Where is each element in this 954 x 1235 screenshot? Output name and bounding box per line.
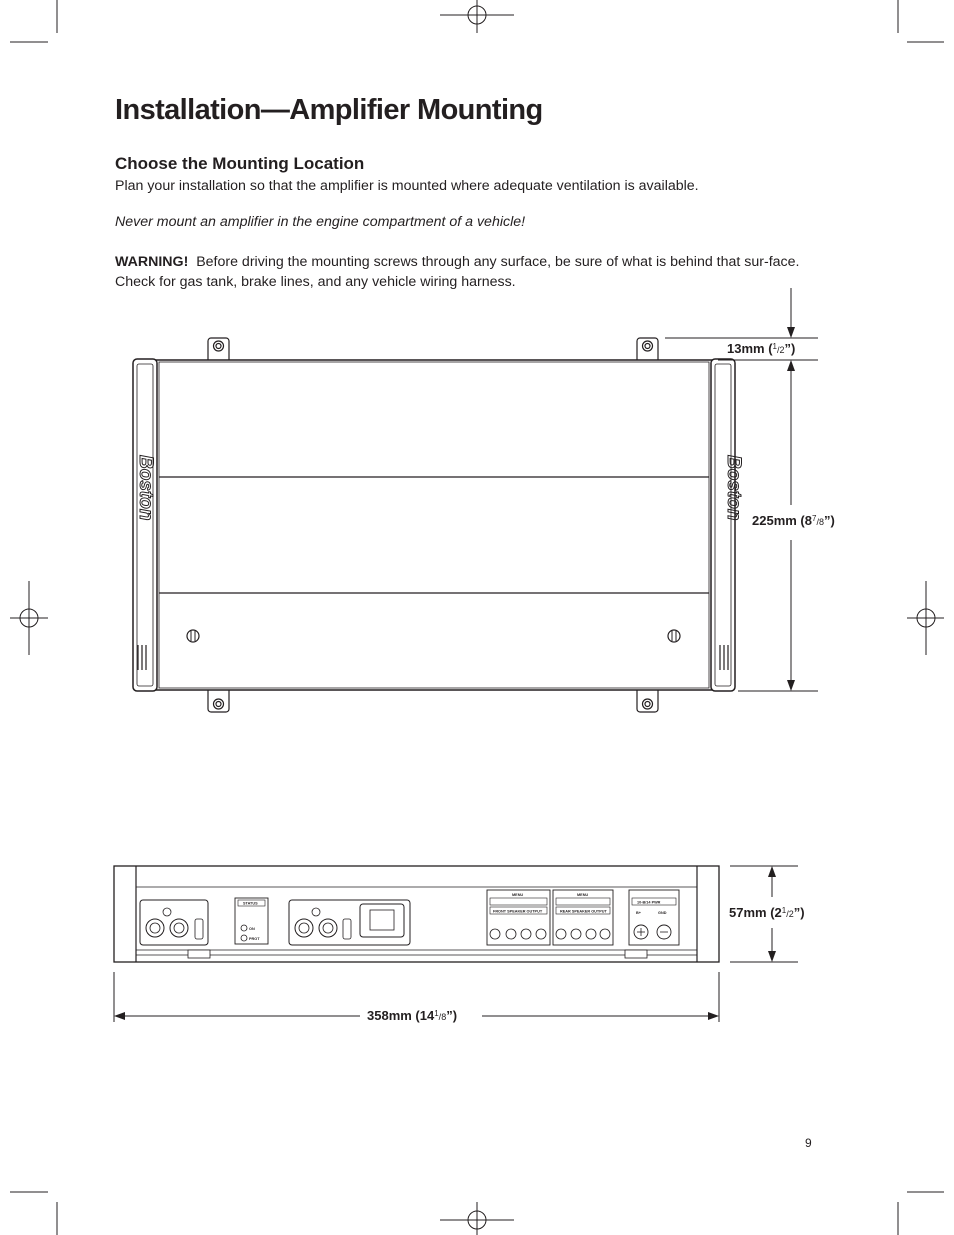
rear-output-label: REAR SPEAKER OUTPUT: [560, 909, 607, 914]
page-number: 9: [805, 1136, 812, 1150]
status-label: STATUS: [243, 901, 258, 906]
dimension-label-length: 358mm $(14^1/8”)$: [367, 1008, 458, 1023]
svg-text:Boston: Boston: [723, 455, 744, 521]
on-label: ON: [249, 927, 255, 931]
front-output-label: FRONT SPEAKER OUTPUT: [493, 909, 543, 914]
section-heading: Choose the Mounting Location: [115, 154, 365, 173]
b-plus-label: B+: [636, 911, 641, 915]
prot-label: PROT: [249, 937, 260, 941]
warning-text: Before driving the mounting screws through any surface, be sure of what is behind that sur-face. Check for gas tank, brake lines, and any vehicle wiring harness.: [115, 254, 800, 290]
power-label: 10-B/14 PWR: [637, 900, 661, 905]
menu-label-1: MENU: [512, 893, 524, 897]
menu-label-2: MENU: [577, 893, 589, 897]
warning-label: WARNING!: [115, 254, 189, 270]
svg-text:Boston: Boston: [135, 455, 156, 521]
dimension-label-top-offset: 13mm ($^1$/2”): [727, 341, 796, 356]
page-title: Installation—Amplifier Mounting: [115, 94, 543, 126]
paragraph-ventilation: Plan your installation so that the amplifier is mounted where adequate ventilation is available.: [115, 178, 699, 194]
dimension-label-height: 57mm $(2^1/2”)$: [729, 905, 805, 920]
amplifier-top-view: [133, 338, 744, 712]
dimension-label-depth: 225mm $(8^7/8”)$: [752, 513, 835, 528]
warning-paragraph: [115, 252, 820, 292]
amplifier-end-view: [114, 866, 719, 962]
paragraph-engine-warning: Never mount an amplifier in the engine compartment of a vehicle!: [115, 214, 526, 230]
gnd-label: GND: [658, 911, 667, 915]
